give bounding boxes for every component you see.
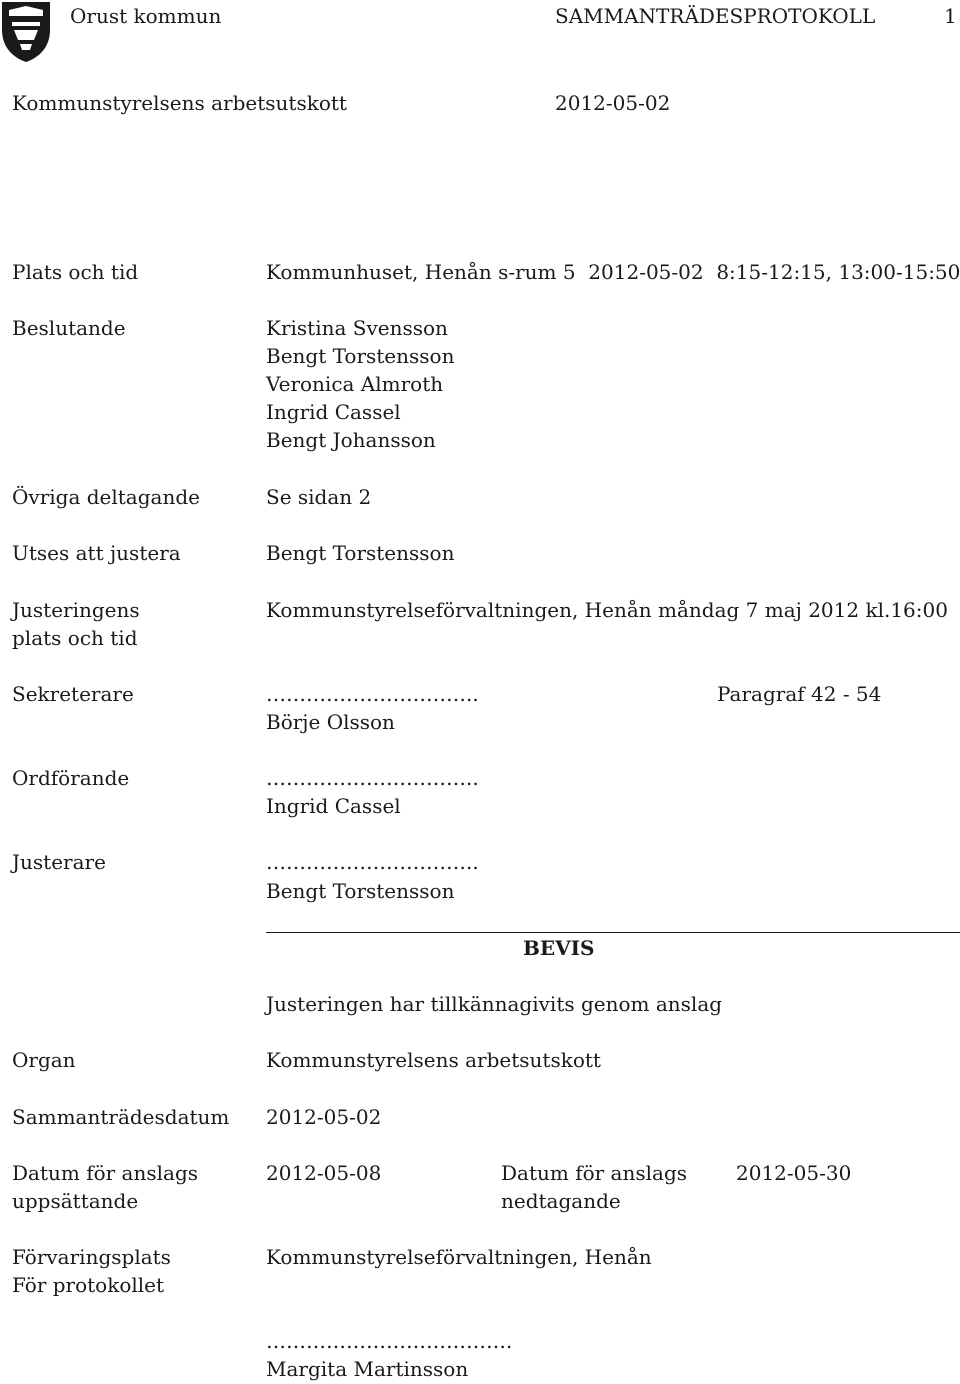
deciding-member: Bengt Torstensson [266, 344, 455, 368]
removal-label-line2: nedtagande [501, 1189, 621, 1213]
deciding-member: Bengt Johansson [266, 428, 436, 452]
paragraph-range: Paragraf 42 - 54 [717, 682, 882, 706]
secretary-label: Sekreterare [12, 682, 134, 706]
coat-of-arms-icon [0, 0, 52, 64]
adjuster-value: Bengt Torstensson [266, 541, 455, 565]
meeting-date-value: 2012-05-02 [266, 1105, 382, 1129]
posting-date: 2012-05-08 [266, 1161, 382, 1185]
page-number: 1 [944, 4, 957, 28]
place-value: Kommunhuset, Henån s-rum 5 2012-05-02 8:15-12:15, 13:00-15:50 [266, 260, 960, 284]
storage-value: Kommunstyrelseförvaltningen, Henån [266, 1245, 652, 1269]
others-value: Se sidan 2 [266, 485, 372, 509]
storage-label: Förvaringsplats [12, 1245, 171, 1269]
adjuster-label: Utses att justera [12, 541, 181, 565]
removal-label: Datum för anslags [501, 1161, 688, 1185]
posting-label-line2: uppsättande [12, 1189, 139, 1213]
document-title: SAMMANTRÄDESPROTOKOLL [555, 4, 876, 28]
secretary-signature-line: ………………………….. [266, 682, 479, 706]
removal-date: 2012-05-30 [736, 1161, 852, 1185]
meeting-date-label: Sammanträdesdatum [12, 1105, 230, 1129]
deciding-member: Ingrid Cassel [266, 400, 401, 424]
chair-signature-line: ………………………….. [266, 766, 479, 790]
adjust-place-label-line2: plats och tid [12, 626, 138, 650]
organ-label: Organ [12, 1048, 76, 1072]
adjusters-name: Bengt Torstensson [266, 879, 455, 903]
secretary-name: Börje Olsson [266, 710, 395, 734]
organ-value: Kommunstyrelsens arbetsutskott [266, 1048, 601, 1072]
deciding-member: Kristina Svensson [266, 316, 448, 340]
municipality-name: Orust kommun [70, 4, 222, 28]
adjusters-label: Justerare [12, 850, 106, 874]
adjust-place-value: Kommunstyrelseförvaltningen, Henån måndag 7 maj 2012 kl.16:00 [266, 598, 948, 622]
deciding-member: Veronica Almroth [266, 372, 444, 396]
adjust-place-label: Justeringens [12, 598, 140, 622]
adjusters-signature-line: ………………………….. [266, 850, 479, 874]
storage-label-line2: För protokollet [12, 1273, 165, 1297]
committee-name: Kommunstyrelsens arbetsutskott [12, 91, 347, 115]
certifier-name: Margita Martinsson [266, 1357, 469, 1381]
deciding-label: Beslutande [12, 316, 126, 340]
header-date: 2012-05-02 [555, 91, 671, 115]
place-label: Plats och tid [12, 260, 139, 284]
certifier-signature-line: ………………………………. [266, 1329, 513, 1353]
others-label: Övriga deltagande [12, 485, 200, 509]
chair-name: Ingrid Cassel [266, 794, 401, 818]
certificate-title: BEVIS [523, 936, 595, 960]
certificate-intro: Justeringen har tillkännagivits genom anslag [266, 992, 723, 1016]
posting-label: Datum för anslags [12, 1161, 199, 1185]
chair-label: Ordförande [12, 766, 130, 790]
divider [266, 932, 960, 933]
